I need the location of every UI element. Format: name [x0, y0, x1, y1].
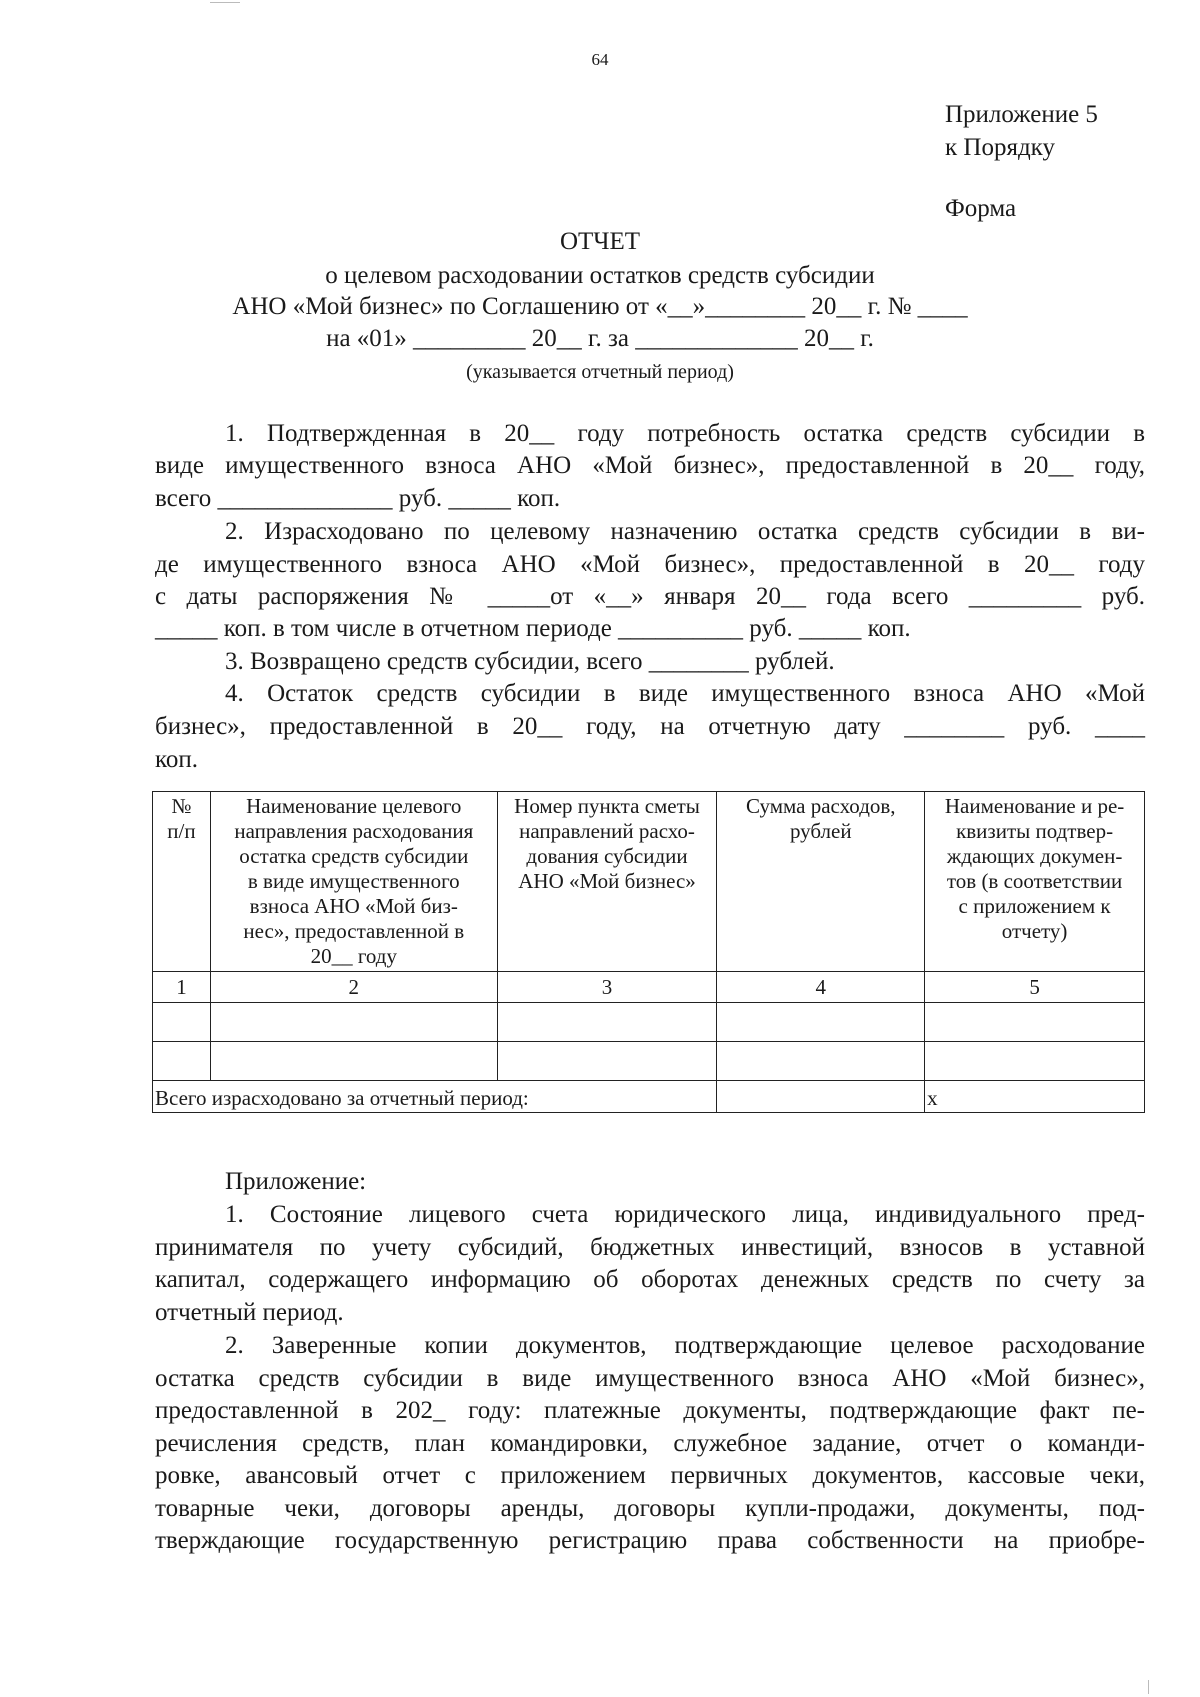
attachment-1-line-2: принимателя по учету субсидий, бюджетных инвестиций, взносов в уставной — [155, 1234, 1145, 1261]
attachment-1-line-3: капитал, содержащего информацию об оборотах денежных средств по счету за — [155, 1266, 1145, 1293]
column-number: 1 — [153, 972, 211, 1003]
total-amount-cell — [717, 1081, 925, 1113]
attachment-2-line-5: ровке, авансовый отчет с приложением первичных документов, кассовые чеки, — [155, 1462, 1145, 1489]
scan-artifact — [210, 2, 240, 3]
item-2-line-4: _____ коп. в том числе в отчетном периоде __________ руб. _____ коп. — [155, 615, 911, 642]
attachment-2-line-3: предоставленной в 202_ году: платежные документы, подтверждающие факт пе- — [155, 1397, 1145, 1424]
table-cell — [925, 1042, 1145, 1081]
total-row — [153, 1081, 1145, 1113]
attachment-2-line-4: речисления средств, план командировки, служебное задание, отчет о команди- — [155, 1430, 1145, 1457]
table-row — [153, 1042, 1145, 1081]
column-number: 2 — [210, 972, 497, 1003]
appendix-line-1: Приложение 5 — [945, 101, 1098, 128]
item-2-line-2: де имущественного взноса АНО «Мой бизнес», предоставленной в 20__ году — [155, 551, 1145, 578]
attachment-heading: Приложение: — [225, 1168, 367, 1195]
table-row — [153, 1003, 1145, 1042]
header-cell-direction: Наименование целевого направления расходования остатка средств субсидии в виде имущественного взноса АНО «Мой биз- нес», предоставленной в 20__ году — [210, 792, 497, 972]
item-1-line-3: всего ______________ руб. _____ коп. — [155, 485, 561, 512]
appendix-line-2: к Порядку — [945, 134, 1055, 161]
table-cell — [717, 1042, 925, 1081]
attachment-1-line-1: 1. Состояние лицевого счета юридического лица, индивидуального пред- — [225, 1201, 1145, 1228]
scan-artifact — [1148, 1680, 1149, 1694]
item-2-line-1: 2. Израсходовано по целевому назначению остатка средств субсидии в ви- — [225, 518, 1145, 545]
column-number-row — [153, 972, 1145, 1003]
report-subtitle-3: на «01» _________ 20__ г. за _____________ 20__ г. — [326, 325, 874, 352]
item-1-line-1: 1. Подтвержденная в 20__ году потребность остатка средств субсидии в — [225, 420, 1145, 447]
table-cell — [210, 1003, 497, 1042]
table-cell — [153, 1042, 211, 1081]
header-cell-amount: Сумма расходов, рублей — [717, 792, 925, 972]
attachment-2-line-2: остатка средств субсидии в виде имущественного взноса АНО «Мой бизнес», — [155, 1365, 1145, 1392]
item-4-line-1: 4. Остаток средств субсидии в виде имущественного взноса АНО «Мой — [225, 680, 1145, 707]
appendix-reference — [945, 98, 1098, 164]
table-cell — [153, 1003, 211, 1042]
attachment-2-line-6: товарные чеки, договоры аренды, договоры купли-продажи, документы, под- — [155, 1495, 1145, 1522]
column-number: 5 — [925, 972, 1145, 1003]
header-cell-estimate-item: Номер пункта сметы направлений расхо- дования субсидии АНО «Мой бизнес» — [497, 792, 717, 972]
table-cell — [925, 1003, 1145, 1042]
item-4-line-2: бизнес», предоставленной в 20__ году, на отчетную дату ________ руб. ____ — [155, 713, 1145, 740]
report-subtitle-2: АНО «Мой бизнес» по Соглашению от «__»________ 20__ г. № ____ — [232, 293, 968, 320]
item-4-line-3: коп. — [155, 746, 199, 773]
table-cell — [210, 1042, 497, 1081]
column-number: 3 — [497, 972, 717, 1003]
table-header-row — [153, 792, 1145, 972]
report-subtitle-1: о целевом расходовании остатков средств субсидии — [325, 262, 875, 289]
table-cell — [717, 1003, 925, 1042]
header-cell-number: № п/п — [153, 792, 211, 972]
total-label: Всего израсходовано за отчетный период: — [153, 1081, 717, 1113]
item-3-line: 3. Возвращено средств субсидии, всего ________ рублей. — [225, 648, 835, 675]
page-number: 64 — [591, 50, 609, 69]
period-note: (указывается отчетный период) — [466, 361, 734, 383]
item-1-line-2: виде имущественного взноса АНО «Мой бизнес», предоставленной в 20__ году, — [155, 452, 1145, 479]
form-label: Форма — [945, 195, 1017, 222]
attachment-1-line-4: отчетный период. — [155, 1299, 344, 1326]
attachment-2-line-7: тверждающие государственную регистрацию права собственности на приобре- — [155, 1527, 1145, 1554]
report-title: ОТЧЕТ — [559, 228, 641, 255]
column-number: 4 — [717, 972, 925, 1003]
expense-table — [152, 791, 1145, 1113]
header-cell-documents: Наименование и ре- квизиты подтвер- ждающих докумен- тов (в соответствии с приложением к отчету) — [925, 792, 1145, 972]
total-mark: x — [925, 1081, 1145, 1113]
item-2-line-3: с даты распоряжения № _____от «__» января 20__ года всего _________ руб. — [155, 583, 1145, 610]
table-cell — [497, 1003, 717, 1042]
attachment-2-line-1: 2. Заверенные копии документов, подтверждающие целевое расходование — [225, 1332, 1145, 1359]
table-cell — [497, 1042, 717, 1081]
